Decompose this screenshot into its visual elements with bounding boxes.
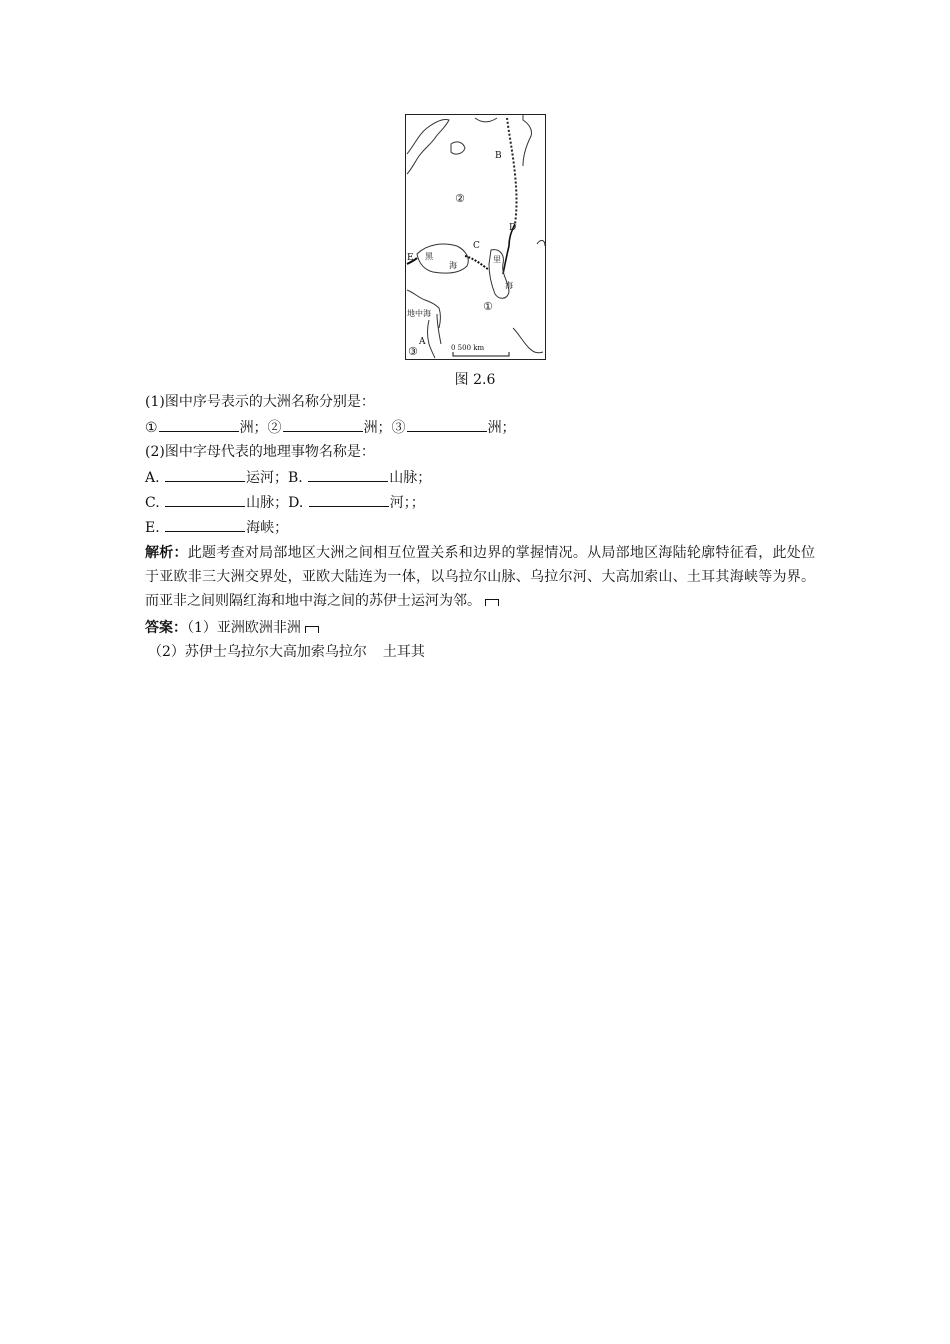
q2-blank-e[interactable] <box>165 517 245 532</box>
q1-suffix-2: 洲；③ <box>363 420 406 436</box>
label-circle-3: ③ <box>408 345 418 358</box>
answer-line-2 <box>148 641 425 663</box>
map-figure <box>405 114 546 360</box>
anchor-mark-icon <box>305 626 319 633</box>
q1-suffix-1: 洲；② <box>239 420 282 436</box>
answer-part-2a: （2）苏伊士乌拉尔大高加索乌拉尔 <box>148 644 367 660</box>
label-circle-1: ① <box>483 300 493 313</box>
label-circle-2: ② <box>455 192 465 205</box>
label-b: B <box>495 151 502 161</box>
anchor-mark-icon <box>485 599 499 606</box>
q2-prompt: (2)图中字母代表的地理事物名称是： <box>145 444 375 460</box>
q2-c-label: C. <box>145 495 160 511</box>
figure-caption: 图 2.6 <box>454 372 496 388</box>
q2-b-suffix: 山脉； <box>389 470 432 486</box>
q2-e-suffix: 海峡； <box>246 520 289 536</box>
q1-blank-3[interactable] <box>407 417 487 432</box>
label-caspian-2: 海 <box>505 281 513 290</box>
q1-answer-line <box>145 417 516 438</box>
analysis-paragraph <box>145 541 815 613</box>
q2-c-suffix: 山脉；D. <box>246 495 304 511</box>
q1-prompt: (1)图中序号表示的大洲名称分别是： <box>145 394 375 410</box>
q2-a-suffix: 运河；B. <box>246 470 303 486</box>
answer-part-1: （1）亚洲欧洲非洲 <box>187 620 301 636</box>
map-svg <box>405 114 546 360</box>
label-c: C <box>473 241 480 251</box>
label-caspian-1: 里 <box>493 255 501 264</box>
q1-suffix-3: 洲； <box>487 420 516 436</box>
label-mediterranean: 地中海 <box>407 309 431 318</box>
q2-blank-d[interactable] <box>309 492 389 507</box>
answer-line-1 <box>145 617 319 639</box>
q2-line-e <box>145 517 288 538</box>
map-frame <box>406 115 546 360</box>
q1-blank-1[interactable] <box>159 417 239 432</box>
analysis-label: 解析： <box>145 545 188 561</box>
q2-line-cd <box>145 492 425 513</box>
q2-d-suffix: 河；； <box>389 495 425 511</box>
q2-e-label: E. <box>145 520 160 536</box>
answer-label: 答案： <box>145 620 187 636</box>
q1-mark-1: ① <box>145 420 158 436</box>
q2-line-ab <box>145 467 431 488</box>
label-a: A <box>419 337 426 347</box>
q2-blank-b[interactable] <box>308 467 388 482</box>
q2-blank-c[interactable] <box>165 492 245 507</box>
label-e: E <box>407 253 414 263</box>
label-black-2: 海 <box>449 261 457 270</box>
q2-a-label: A. <box>145 470 160 486</box>
scale-label: 0 500 km <box>451 344 485 352</box>
answer-part-2b: 土耳其 <box>382 644 425 660</box>
q2-blank-a[interactable] <box>165 467 245 482</box>
label-black-1: 黑 <box>425 252 433 261</box>
label-d: D <box>509 223 517 233</box>
q1-blank-2[interactable] <box>283 417 363 432</box>
analysis-text: 此题考查对局部地区大洲之间相互位置关系和边界的掌握情况。从局部地区海陆轮廓特征看，此处位于亚欧非三大洲交界处，亚欧大陆连为一体，以乌拉尔山脉、乌拉尔河、大高加索山、土耳其海峡等为界。而亚非之间则隔红海和地中海之间的苏伊士运河为邻。 <box>145 545 816 609</box>
